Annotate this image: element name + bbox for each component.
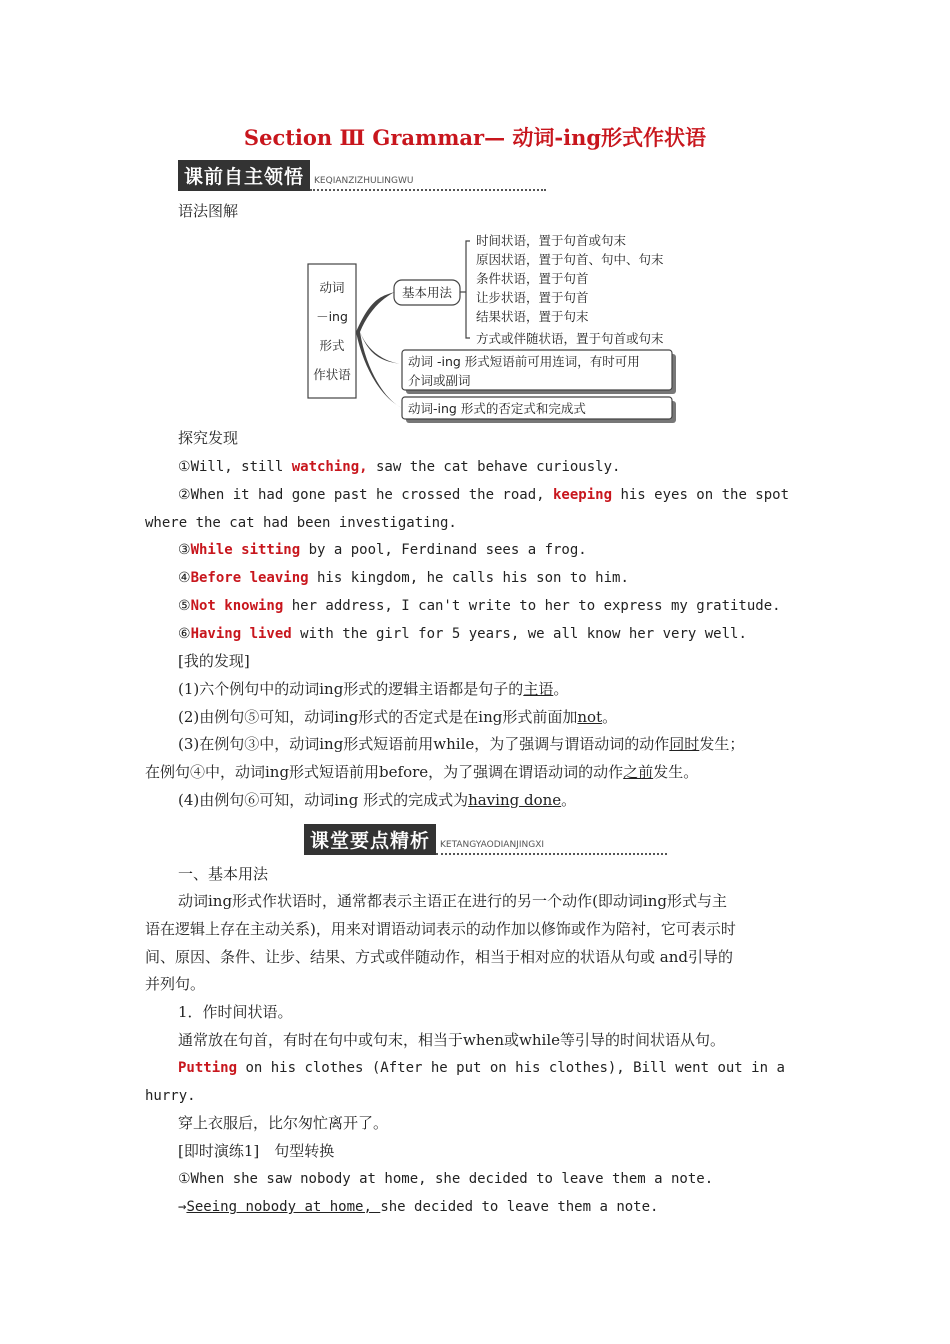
diagram-use: 原因状语，置于句首、句中、句末 [476,252,664,267]
example-sentence-cont: hurry. [145,1088,196,1104]
answer-blank: having done [468,791,562,809]
diagram-root-line: －ing [316,309,348,324]
example-sentence: ①Will, still watching, saw the cat behave curiously. [178,459,621,475]
answer-blank: not [577,708,603,726]
answer-blank: 主语 [523,680,554,698]
finding-item: (4)由例句⑥可知，动词ing 形式的完成式为having done。 [178,791,577,809]
diagram-box2-line: 介词或副词 [408,373,471,388]
finding-item: (2)由例句⑤可知，动词ing形式的否定式是在ing形式前面加not。 [178,708,618,726]
item-heading: 1．作时间状语。 [178,1003,293,1021]
answer-blank: Seeing nobody at home, [186,1199,381,1215]
paragraph-line: 动词ing形式作状语时，通常都表示主语正在进行的另一个动作(即动词ing形式与主 [178,892,727,910]
diagram-uses-bracket [466,241,470,338]
example-sentence: Putting on his clothes (After he put on his clothes), Bill went out in a [178,1060,785,1076]
diagram-basic-label: 基本用法 [401,285,453,300]
paragraph-line: 并列句。 [145,975,206,993]
section-banner-class [304,824,667,855]
translation: 穿上衣服后，比尔匆忙离开了。 [178,1114,389,1132]
practice-answer: →Seeing nobody at home, she decided to leave them a note. [178,1199,659,1215]
example-sentence: ⑥Having lived with the girl for 5 years, we all know her very well. [178,626,747,642]
example-sentence: ③While sitting by a pool, Ferdinand sees a frog. [178,542,587,558]
diagram-brace [356,292,402,408]
diagram-use: 让步状语，置于句首 [476,290,589,305]
diagram-use: 条件状语，置于句首 [476,271,589,286]
diagram-use: 方式或伴随状语，置于句首或句末 [476,331,664,346]
answer-blank: 之前 [623,763,654,781]
diagram-root-line: 形式 [319,338,345,353]
banner-label: 课堂要点精析 [304,824,436,855]
findings-heading: [我的发现] [178,652,250,670]
grammar-heading: 语法图解 [178,202,239,220]
diagram-box2-line: 动词 -ing 形式短语前可用连词，有时可用 [408,354,640,369]
finding-item: 在例句④中，动词ing形式短语前用before，为了强调在谓语动词的动作之前发生。 [145,763,699,781]
section-heading: 一、基本用法 [178,865,269,883]
diagram-root-line: 动词 [319,280,345,295]
diagram-root-line: 作状语 [313,367,351,382]
grammar-diagram [0,0,950,430]
paragraph-line: 间、原因、条件、让步、结果、方式或伴随动作，相当于相对应的状语从句或 and引导的 [145,948,733,966]
item-description: 通常放在句首，有时在句中或句末，相当于when或while等引导的时间状语从句。 [178,1031,726,1049]
example-sentence-cont: where the cat had been investigating. [145,515,457,531]
banner-label: 课前自主领悟 [178,160,310,191]
example-sentence: ⑤Not knowing her address, I can't write to her to express my gratitude. [178,598,781,614]
banner-pinyin: KEQIANZIZHULINGWU [310,175,546,191]
example-sentence: ④Before leaving his kingdom, he calls his son to him. [178,570,629,586]
diagram-box3-label: 动词-ing 形式的否定式和完成式 [408,401,586,416]
finding-item: (3)在例句③中，动词ing形式短语前用while，为了强调与谓语动词的动作同时发生； [178,735,745,753]
banner-pinyin: KETANGYAODIANJINGXI [436,839,667,855]
explore-heading: 探究发现 [178,429,239,447]
diagram-use: 时间状语，置于句首或句末 [476,233,627,248]
practice-heading: [即时演练1] 句型转换 [178,1142,335,1160]
example-sentence: ②When it had gone past he crossed the road, keeping his eyes on the spot [178,487,790,503]
answer-blank: 同时 [669,735,700,753]
paragraph-line: 语在逻辑上存在主动关系)，用来对谓语动词表示的动作加以修饰或作为陪衬，它可表示时 [145,920,736,938]
finding-item: (1)六个例句中的动词ing形式的逻辑主语都是句子的主语。 [178,680,569,698]
diagram-use: 结果状语，置于句末 [476,309,589,324]
practice-question: ①When she saw nobody at home, she decided to leave them a note. [178,1171,714,1187]
page-title: Section Ⅲ Grammar— 动词-ing形式作状语 [243,125,707,150]
